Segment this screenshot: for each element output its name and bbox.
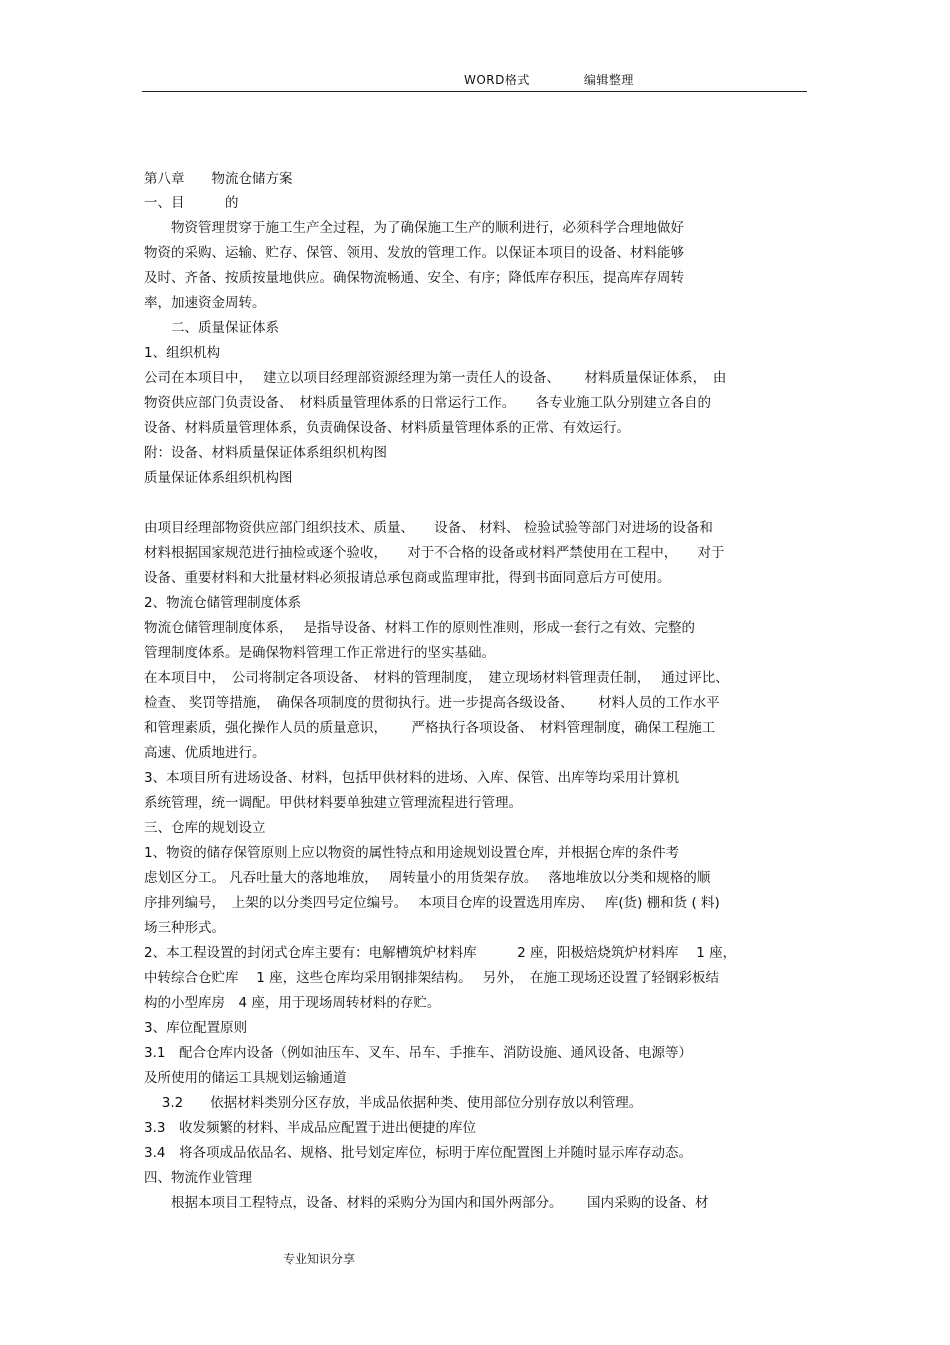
- text-line: 设备、重要材料和大批量材料必须报请总承包商或监理审批，得到书面同意后方可使用。: [144, 570, 671, 586]
- text-line: 及所使用的储运工具规划运输通道: [144, 1070, 347, 1086]
- text-line: 3.1 配合仓库内设备（例如油压车、叉车、吊车、手推车、消防设施、通风设备、电源等）: [144, 1045, 692, 1061]
- section-heading: 三、仓库的规划设立: [144, 820, 266, 836]
- text-line: 2、本工程设置的封闭式仓库主要有：电解槽筑炉材料库 2 座，阳极焙烧筑炉材料库 1 座，: [144, 945, 737, 961]
- text-line: 3.4 将各项成品依品名、规格、批号划定库位，标明于库位配置图上并随时显示库存动态。: [144, 1145, 692, 1161]
- text-line: 系统管理，统一调配。甲供材料要单独建立管理流程进行管理。: [144, 795, 522, 811]
- text-line: 3、本项目所有进场设备、材料，包括甲供材料的进场、入库、保管、出库等均采用计算机: [144, 770, 680, 786]
- text-line: 虑划区分工。 凡吞吐量大的落地堆放， 周转量小的用货架存放。 落地堆放以分类和规格的顺: [144, 870, 711, 886]
- text-line: 物流仓储管理制度体系， 是指导设备、材料工作的原则性准则，形成一套行之有效、完整的: [144, 620, 696, 636]
- chapter-title: 第八章 物流仓储方案: [144, 171, 293, 187]
- text-line: 根据本项目工程特点，设备、材料的采购分为国内和国外两部分。 国内采购的设备、材: [144, 1195, 709, 1211]
- text-line: 公司在本项目中， 建立以项目经理部资源经理为第一责任人的设备、 材料质量保证体系， 由: [144, 370, 727, 386]
- text-line: 3.3 收发频繁的材料、半成品应配置于进出便捷的库位: [144, 1120, 476, 1136]
- text-line: 1、物资的储存保管原则上应以物资的属性特点和用途规划设置仓库，并根据仓库的条件考: [144, 845, 680, 861]
- text-line: 附：设备、材料质量保证体系组织机构图: [144, 445, 387, 461]
- subsection-heading: 1、组织机构: [144, 345, 221, 361]
- subsection-heading: 2、物流仓储管理制度体系: [144, 595, 302, 611]
- header-left: WORD格式: [464, 73, 530, 87]
- text-line: 管理制度体系。是确保物料管理工作正常进行的坚实基础。: [144, 645, 495, 661]
- text-line: 序排列编号， 上架的以分类四号定位编号。 本项目仓库的设置选用库房、 库(货) 棚和货 ( 料): [144, 895, 720, 911]
- text-line: 及时、齐备、按质按量地供应。确保物流畅通、安全、有序；降低库存积压，提高库存周转: [144, 270, 684, 286]
- section-heading: 二、质量保证体系: [144, 320, 279, 336]
- header-rule: [142, 91, 807, 92]
- subsection-heading: 3、库位配置原则: [144, 1020, 248, 1036]
- text-line: 在本项目中， 公司将制定各项设备、 材料的管理制度， 建立现场材料管理责任制， 通过评比、: [144, 670, 729, 686]
- text-line: 中转综合仓贮库 1 座，这些仓库均采用钢排架结构。 另外， 在施工现场还设置了轻钢彩板结: [144, 970, 719, 986]
- page-header: [464, 71, 634, 88]
- text-line: 物资的采购、运输、贮存、保管、领用、发放的管理工作。以保证本项目的设备、材料能够: [144, 245, 684, 261]
- page-footer: 专业知识分享: [283, 1252, 356, 1266]
- text-line: 物资供应部门负责设备、 材料质量管理体系的日常运行工作。 各专业施工队分别建立各自的: [144, 395, 711, 411]
- text-line: 高速、优质地进行。: [144, 745, 266, 761]
- text-line: 物资管理贯穿于施工生产全过程，为了确保施工生产的顺利进行，必须科学合理地做好: [144, 220, 684, 236]
- header-right: 编辑整理: [583, 73, 634, 87]
- text-line: 检查、 奖罚等措施， 确保各项制度的贯彻执行。进一步提高各级设备、 材料人员的工作水平: [144, 695, 720, 711]
- section-heading: 四、物流作业管理: [144, 1170, 252, 1186]
- text-line: 由项目经理部物资供应部门组织技术、质量、 设备、 材料、 检验试验等部门对进场的设备和: [144, 520, 713, 536]
- figure-caption: 质量保证体系组织机构图: [144, 470, 293, 486]
- section-heading: 一、目 的: [144, 195, 239, 211]
- text-line: 设备、材料质量管理体系，负责确保设备、材料质量管理体系的正常、有效运行。: [144, 420, 630, 436]
- text-line: 和管理素质，强化操作人员的质量意识， 严格执行各项设备、 材料管理制度，确保工程施工: [144, 720, 716, 736]
- text-line: 场三种形式。: [144, 920, 225, 936]
- text-line: 材料根据国家规范进行抽检或逐个验收， 对于不合格的设备或材料严禁使用在工程中， 对于: [144, 545, 725, 561]
- text-line: 3.2 依据材料类别分区存放，半成品依据种类、使用部位分别存放以利管理。: [144, 1095, 643, 1111]
- text-line: 率，加速资金周转。: [144, 295, 266, 311]
- text-line: 构的小型库房 4 座，用于现场周转材料的存贮。: [144, 995, 441, 1011]
